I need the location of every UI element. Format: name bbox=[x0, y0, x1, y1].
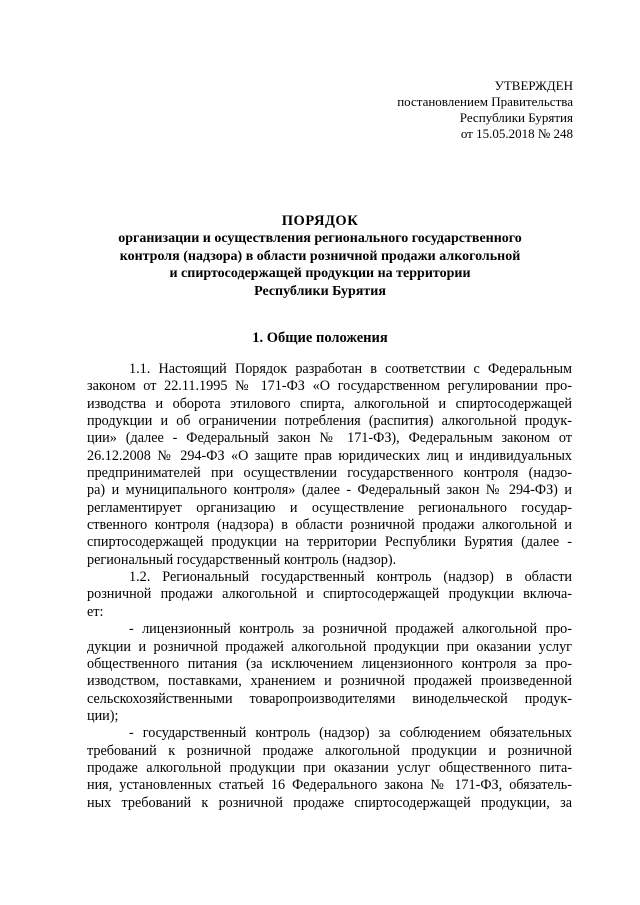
text-line: ных требований к розничной продаже спиртосодержащей продукции, за bbox=[87, 794, 572, 811]
approval-date-number: от 15.05.2018 № 248 bbox=[460, 126, 573, 141]
text-line: 1.2. Региональный государственный контроль (надзор) в области bbox=[129, 569, 572, 586]
text-line: розничной продажи алкогольной и спиртосодержащей продукции включа- bbox=[87, 586, 572, 603]
body-text bbox=[87, 361, 572, 812]
approval-stamp bbox=[397, 78, 573, 142]
text-line: регламентирует организацию и осуществление регионального государ- bbox=[87, 499, 572, 516]
approval-line: Республики Бурятия bbox=[459, 110, 573, 125]
text-line: ции); bbox=[87, 707, 119, 724]
text-line: законом от 22.11.1995 № 171-ФЗ «О государственном регулировании про- bbox=[87, 378, 572, 395]
document-title bbox=[0, 212, 640, 300]
text-line: требований к розничной продаже алкогольной продукции и розничной bbox=[87, 742, 572, 759]
title-subtitle-line: организации и осуществления регионального государственного bbox=[118, 231, 522, 246]
text-line: - государственный контроль (надзор) за соблюдением обязательных bbox=[129, 725, 572, 742]
text-line: ет: bbox=[87, 603, 104, 620]
text-line: 26.12.2008 № 294-ФЗ «О защите прав юридических лиц и индивидуальных bbox=[87, 447, 572, 464]
text-line: продукции и об ограничении потребления (распития) алкогольной продук- bbox=[87, 413, 572, 430]
text-line: региональный государственный контроль (надзор). bbox=[87, 551, 397, 568]
text-line: - лицензионный контроль за розничной продажей алкогольной про- bbox=[129, 621, 572, 638]
section-heading: 1. Общие положения bbox=[252, 330, 388, 346]
text-line: предпринимателей при осуществлении государственного контроля (надзо- bbox=[87, 465, 572, 482]
text-line: изводством, поставками, хранением и розничной продажей произведенной bbox=[87, 673, 572, 690]
text-line: общественного питания (за исключением лицензионного контроля за про- bbox=[87, 655, 572, 672]
text-line: дукции и розничной продажей алкогольной продукции при оказании услуг bbox=[87, 638, 572, 655]
text-line: ственного контроля (надзора) в области розничной продажи алкогольной и bbox=[87, 517, 572, 534]
text-line: ра) и муниципального контроля» (далее - Федеральный закон № 294-ФЗ) и bbox=[87, 482, 572, 499]
text-line: продаже алкогольной продукции при оказании услуг общественного пита- bbox=[87, 759, 572, 776]
approval-title: УТВЕРЖДЕН bbox=[494, 78, 573, 93]
text-line: сельскохозяйственными товаропроизводителями винодельческой продук- bbox=[87, 690, 572, 707]
text-line: 1.1. Настоящий Порядок разработан в соответствии с Федеральным bbox=[129, 361, 572, 377]
title-subtitle-line: Республики Бурятия bbox=[254, 283, 386, 299]
title-subtitle-line: и спиртосодержащей продукции на территории bbox=[169, 266, 471, 281]
text-line: ния, установленных статьей 16 Федерального закона № 171-ФЗ, обязатель- bbox=[87, 777, 572, 794]
text-line: ции» (далее - Федеральный закон № 171-ФЗ), Федеральным законом от bbox=[87, 430, 572, 447]
text-line: спиртосодержащей продукции на территории Республики Бурятия (далее - bbox=[87, 534, 572, 551]
text-line: изводства и оборота этилового спирта, алкогольной и спиртосодержащей bbox=[87, 395, 572, 412]
approval-line: постановлением Правительства bbox=[397, 94, 573, 109]
title-main: ПОРЯДОК bbox=[281, 213, 359, 229]
title-subtitle-line: контроля (надзора) в области розничной продажи алкогольной bbox=[119, 248, 521, 264]
